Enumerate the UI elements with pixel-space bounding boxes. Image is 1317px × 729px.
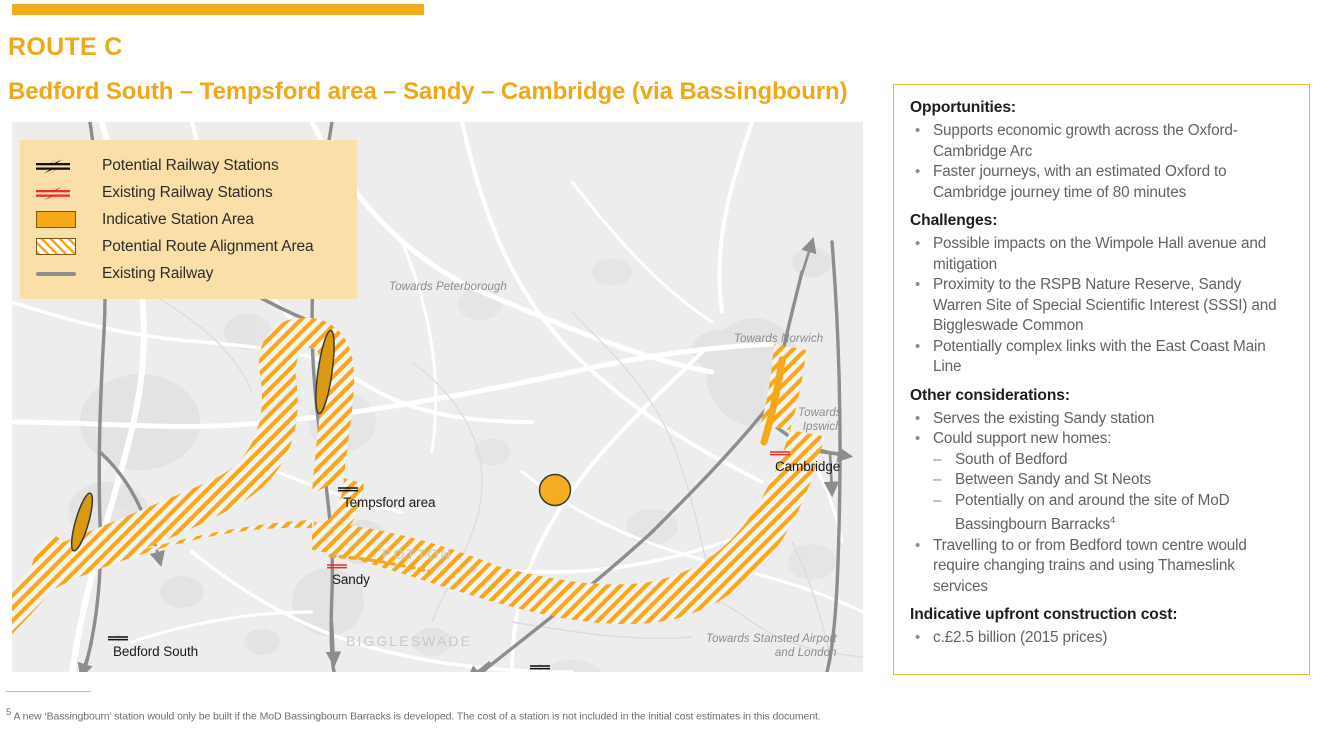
- place-label-potton: POTTON: [382, 546, 453, 562]
- place-label-biggleswade: BIGGLESWADE: [346, 633, 473, 649]
- legend-label: Potential Route Alignment Area: [102, 237, 314, 255]
- bullet-icon: •: [915, 430, 921, 447]
- legend-item-potential-route-alignment-area: [36, 233, 357, 260]
- grey-line-icon: [36, 272, 88, 276]
- route-map[interactable]: [12, 122, 863, 672]
- bullet-icon: •: [915, 536, 921, 554]
- list-item-text: Serves the existing Sandy station: [933, 409, 1155, 427]
- bullet-icon: •: [915, 122, 921, 139]
- dash-icon: –: [933, 471, 942, 488]
- opportunities-list: [910, 121, 1293, 203]
- other-considerations-list: [910, 409, 1293, 598]
- bullet-icon: •: [915, 337, 921, 355]
- sub-list-item: [933, 470, 1293, 491]
- list-item-text: Could support new homes:: [933, 430, 1112, 447]
- section-heading-other-considerations: Other considerations:: [910, 386, 1070, 404]
- list-item: [910, 536, 1293, 598]
- footnote-divider: [6, 691, 91, 692]
- dash-icon: –: [933, 450, 942, 468]
- legend-label: Indicative Station Area: [102, 210, 254, 228]
- footnote-marker: 5: [6, 707, 12, 718]
- solid-orange-box-icon: [36, 211, 88, 228]
- list-item-text: Proximity to the RSPB Nature Reserve, Sandy Warren Site of Special Scientific Interest (SSSI) and Biggleswade Common: [933, 276, 1277, 334]
- footnote-marker: 4: [1110, 515, 1116, 526]
- section-heading-challenges: Challenges:: [910, 212, 998, 229]
- footnote-text: A new ‘Bassingbourn’ station would only be built if the MoD Bassingbourn Barracks is developed. The cost of a station is not included in the initial cost estimates in this document.: [13, 710, 821, 723]
- bullet-icon: •: [915, 276, 921, 293]
- list-item: [910, 409, 1293, 430]
- legend-item-potential-stations: [36, 152, 357, 179]
- list-item-text: Faster journeys, with an estimated Oxford to Cambridge journey time of 80 minutes: [933, 163, 1227, 201]
- page-title: Bedford South – Tempsford area – Sandy – Cambridge (via Bassingbourn): [8, 78, 848, 105]
- list-item-text: c.£2.5 billion (2015 prices): [933, 629, 1108, 647]
- list-item: [910, 162, 1293, 203]
- bullet-icon: •: [915, 163, 921, 180]
- station-label: Sandy: [332, 572, 370, 587]
- challenges-list: [910, 234, 1293, 378]
- direction-label-norwich: Towards Norwich: [734, 333, 824, 345]
- list-item-text: Potentially complex links with the East Coast Main Line: [933, 337, 1266, 375]
- section-heading-construction-cost: Indicative upfront construction cost:: [910, 606, 1178, 624]
- list-item-text: Travelling to or from Bedford town centre would require changing trains and using Thameslink services: [933, 536, 1247, 595]
- bullet-icon: •: [915, 629, 921, 647]
- direction-label-peterborough: Towards Peterborough: [389, 281, 507, 293]
- new-homes-sublist: [933, 450, 1293, 536]
- top-accent-bar: [12, 4, 424, 15]
- list-item-text: Supports economic growth across the Oxford-Cambridge Arc: [933, 122, 1238, 160]
- station-label: Cambridge: [775, 459, 841, 474]
- list-item: [910, 628, 1293, 649]
- sub-list-item-text: Potentially on and around the site of MoD Bassingbourn Barracks: [955, 491, 1230, 534]
- route-label: ROUTE C: [8, 33, 123, 61]
- list-item: [910, 429, 1293, 536]
- list-item: [910, 121, 1293, 162]
- hatched-orange-box-icon: [36, 238, 88, 255]
- dash-icon: –: [933, 491, 942, 509]
- legend-item-existing-stations: [36, 179, 357, 206]
- map-legend: [20, 140, 357, 299]
- bullet-icon: •: [915, 235, 921, 252]
- legend-label: Potential Railway Stations: [102, 156, 279, 174]
- direction-label-ipswich: Towards Ipswich: [798, 407, 842, 433]
- list-item: [910, 275, 1293, 337]
- list-item-text: Possible impacts on the Wimpole Hall avenue and mitigation: [933, 235, 1267, 273]
- legend-item-indicative-station-area: [36, 206, 357, 233]
- legend-label: Existing Railway: [102, 264, 214, 282]
- station-label: Bedford South: [113, 644, 199, 659]
- footnote: [6, 707, 821, 723]
- sub-list-item: [933, 491, 1293, 536]
- station-label: Tempsford area: [343, 495, 436, 510]
- list-item: [910, 337, 1293, 378]
- legend-item-existing-railway: [36, 260, 357, 287]
- construction-cost-list: [910, 628, 1293, 649]
- section-heading-opportunities: Opportunities:: [910, 99, 1017, 116]
- list-item: [910, 234, 1293, 275]
- route-info-panel: [893, 84, 1310, 675]
- sub-list-item: [933, 450, 1293, 471]
- rail-station-black-icon: [36, 157, 88, 175]
- sub-list-item-text: South of Bedford: [955, 450, 1068, 468]
- sub-list-item-text: Between Sandy and St Neots: [955, 471, 1151, 488]
- bullet-icon: •: [915, 409, 921, 427]
- legend-label: Existing Railway Stations: [102, 183, 273, 201]
- direction-label-stansted-london: Towards Stansted Airport and London: [706, 633, 837, 659]
- rail-station-red-icon: [36, 184, 88, 202]
